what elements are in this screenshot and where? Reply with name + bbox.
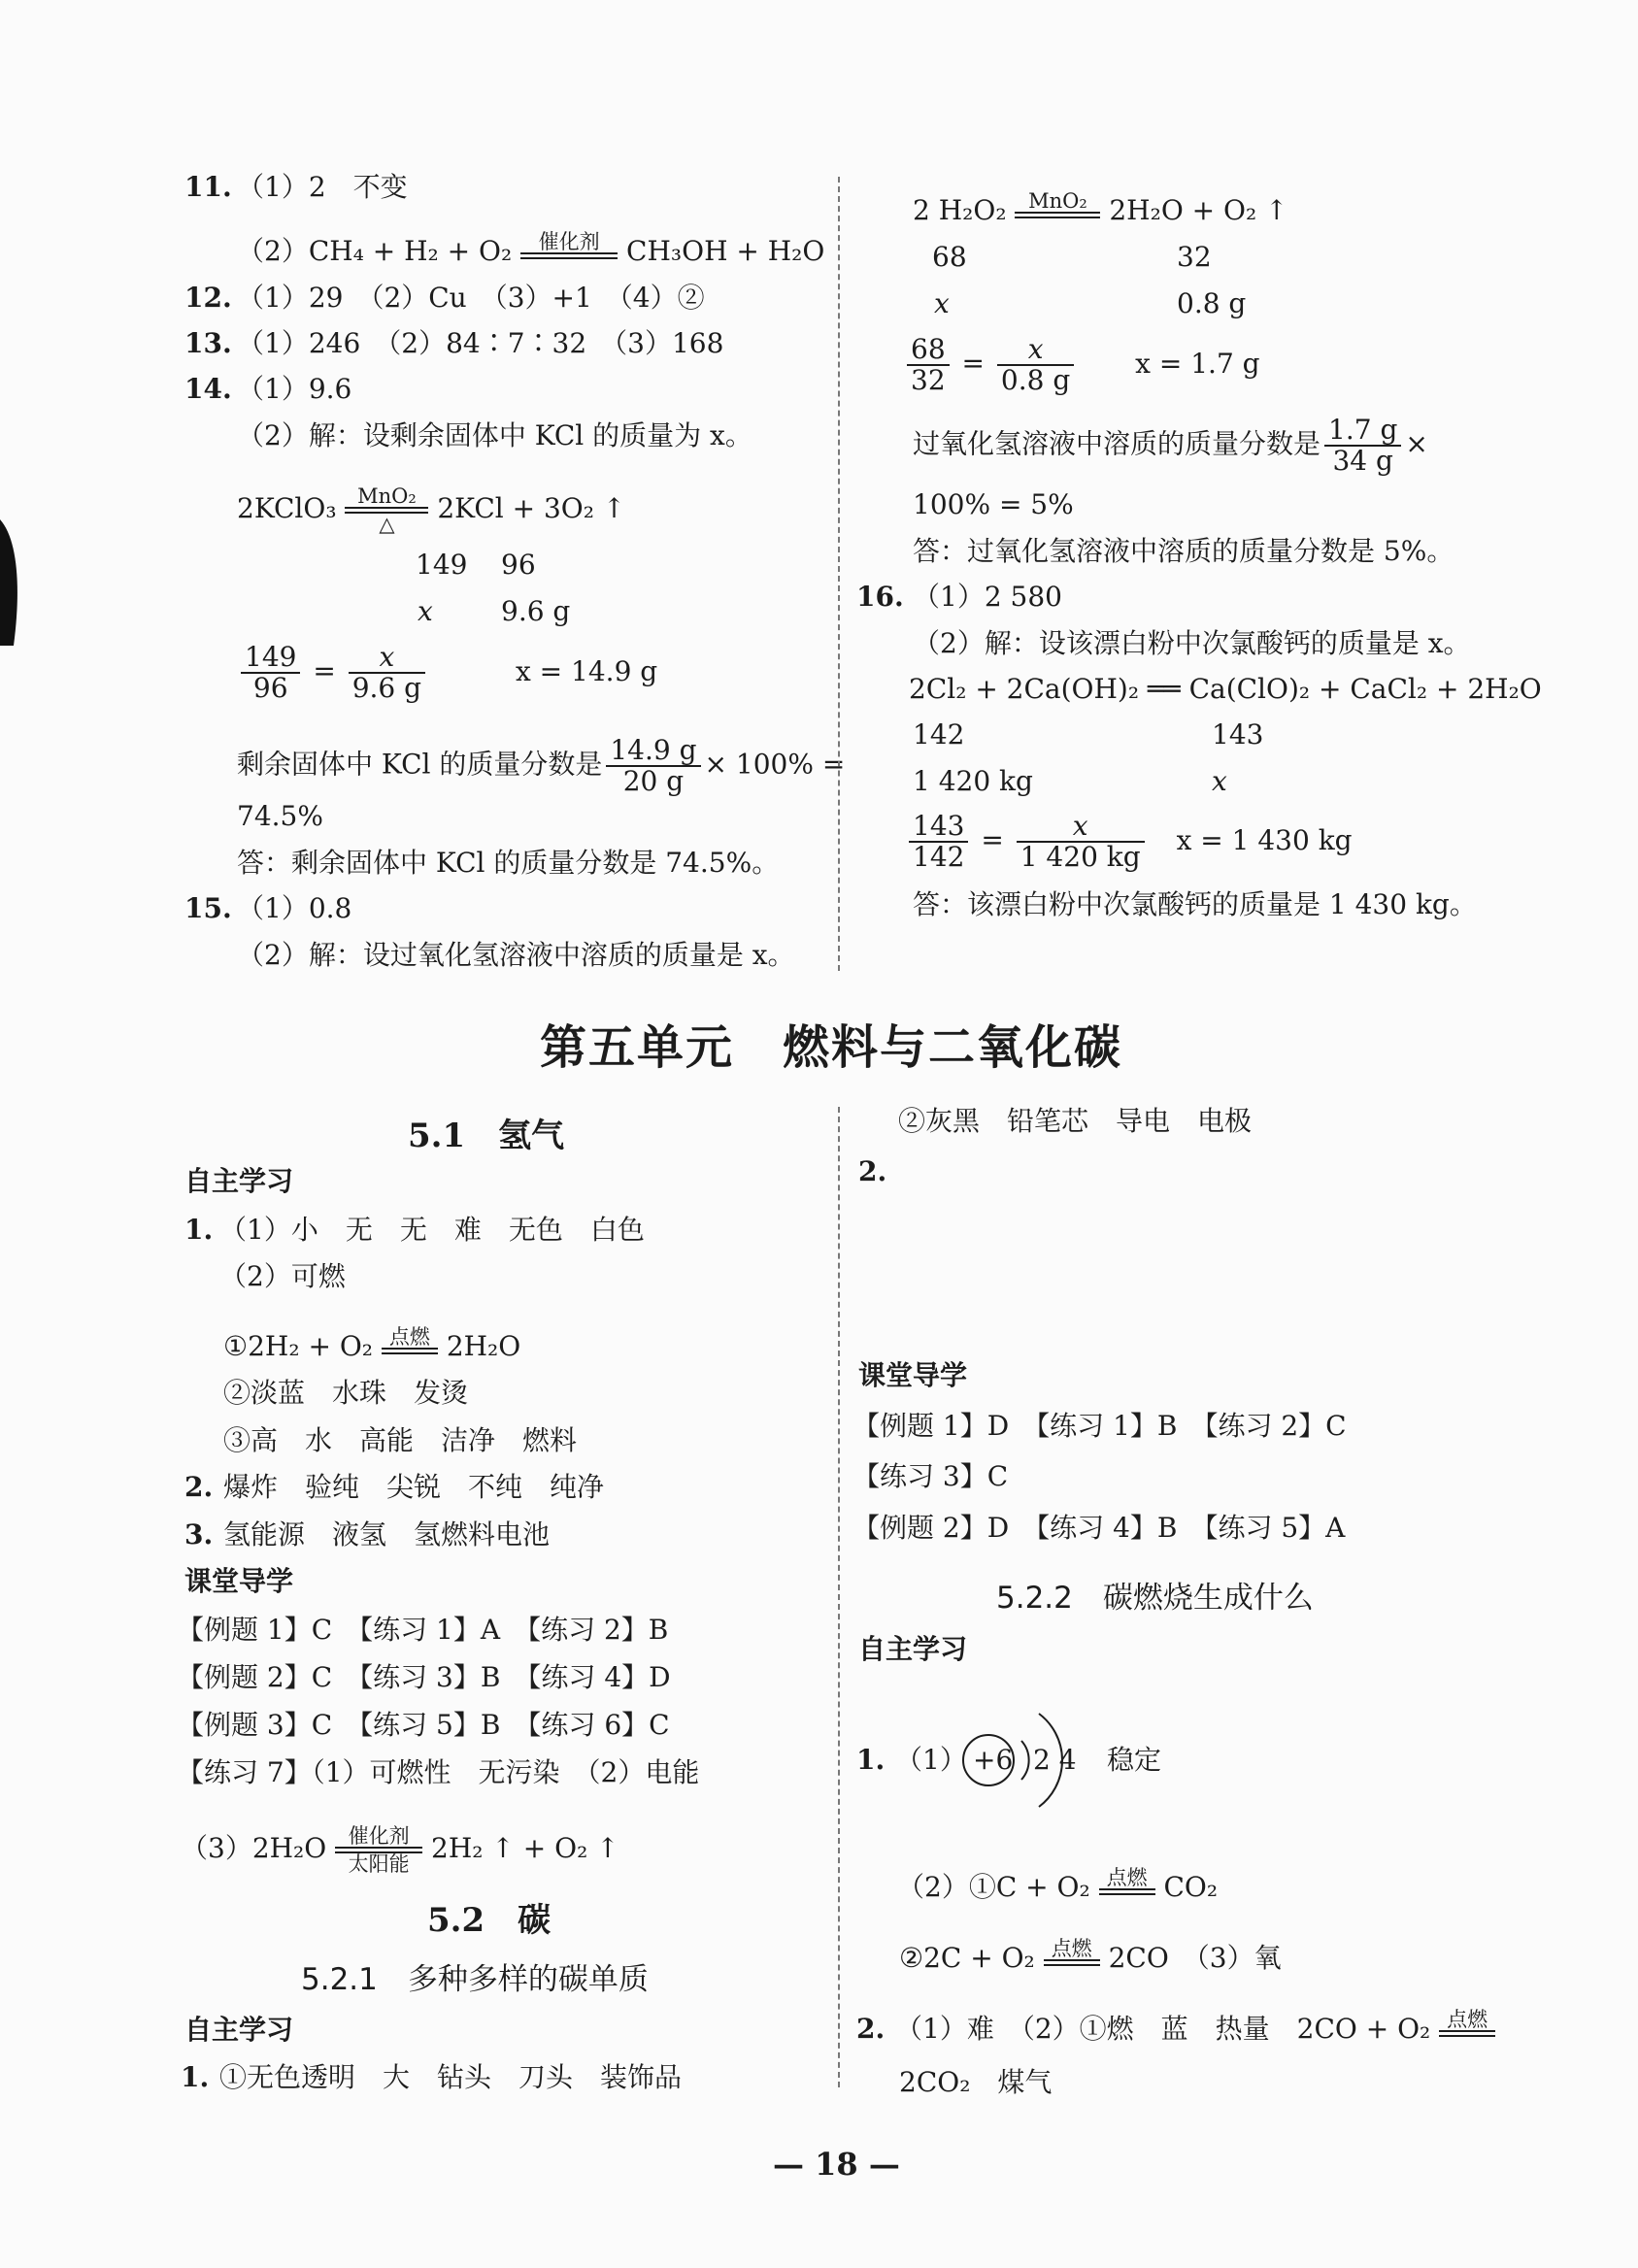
practice7-equation: （3）2H₂O 催化剂 太阳能 2H₂ ↑ + O₂ ↑ — [181, 1824, 619, 1876]
q12-text: （1）29 （2）Cu （3）+1 （4）② — [237, 282, 705, 314]
heading-self-study-2: 自主学习 — [184, 2014, 294, 2046]
answer-row-1: 【例题 1】C 【练习 1】A 【练习 2】B — [177, 1614, 669, 1646]
rq1-lead: （1） — [895, 1744, 967, 1776]
q15-equation: 2 H₂O₂ MnO₂ 2H₂O + O₂ ↑ — [913, 189, 1288, 226]
binding-mark — [0, 519, 21, 646]
q11-number: 11. — [184, 171, 232, 203]
q14-ratio-96: 96 — [501, 549, 536, 581]
q15-part2: （2）解：设过氧化氢溶液中溶质的质量是 x。 — [237, 939, 795, 971]
q1-part4: ③高 水 高能 洁净 燃料 — [223, 1424, 578, 1456]
q14-ratio-mass: 9.6 g — [501, 595, 571, 627]
q16-ratio-x: x — [1212, 765, 1227, 797]
q15-part1: （1）0.8 — [237, 892, 352, 924]
carbon-combustion-equation-2: ②2C + O₂ 点燃 2CO （3）氧 — [899, 1937, 1282, 1974]
q16-answer: 答：该漂白粉中次氯酸钙的质量是 1 430 kg。 — [913, 888, 1477, 920]
r-answer-row-3: 【例题 2】D 【练习 4】B 【练习 5】A — [852, 1512, 1346, 1544]
carbon-graphite-line: ②灰黑 铅笔芯 导电 电极 — [898, 1105, 1253, 1137]
q1-part2: （2）可燃 — [219, 1260, 346, 1292]
q16-part1: （1）2 580 — [913, 581, 1062, 613]
page-number: — 18 — — [773, 2146, 900, 2183]
q16-part2: （2）解：设该漂白粉中次氯酸钙的质量是 x。 — [913, 627, 1471, 659]
unit-title: 第五单元 燃料与二氧化碳 — [540, 1020, 1123, 1075]
q15-ratio-32: 32 — [1177, 241, 1212, 273]
section-5-2-title: 5.2 碳 — [427, 1901, 552, 1940]
section-5-1-title: 5.1 氢气 — [408, 1117, 565, 1155]
r-answer-row-2: 【练习 3】C — [852, 1460, 1009, 1492]
q15-number: 15. — [184, 892, 232, 924]
q13-number: 13. — [184, 327, 232, 359]
rq1-tail: 稳定 — [1107, 1744, 1162, 1776]
q1b-text: ①无色透明 大 钻头 刀头 装饰品 — [219, 2061, 683, 2093]
answer-row-2: 【例题 2】C 【练习 3】B 【练习 4】D — [177, 1661, 671, 1693]
q14-ratio-x: x — [418, 595, 433, 627]
q14-ratio-149: 149 — [416, 549, 468, 581]
q14-number: 14. — [184, 373, 232, 405]
q1b-number: 1. — [181, 2061, 210, 2093]
section-5-2-1-title: 5.2.1 多种多样的碳单质 — [301, 1962, 649, 1997]
q2-number: 2. — [184, 1471, 214, 1503]
q14-part2: （2）解：设剩余固体中 KCl 的质量为 x。 — [237, 419, 752, 451]
q12-number: 12. — [184, 282, 232, 314]
rq2b-text: （1）难 （2）①燃 蓝 热量 2CO + O₂ 点燃 — [895, 2013, 1495, 2046]
q16-ratio-142: 142 — [913, 718, 965, 750]
heading-class-guide: 课堂导学 — [184, 1565, 294, 1597]
r-answer-row-1: 【例题 1】D 【练习 1】B 【练习 2】C — [852, 1410, 1347, 1442]
q1-part3: ②淡蓝 水珠 发烫 — [223, 1377, 469, 1409]
q1-hydrogen-equation: ①2H₂ + O₂ 点燃 2H₂O — [223, 1325, 521, 1362]
nucleus-charge: +6 — [973, 1744, 1014, 1776]
column-divider-bottom — [838, 1107, 840, 2087]
q3-number: 3. — [184, 1518, 214, 1551]
carbon-combustion-equation-1: （2）①C + O₂ 点燃 CO₂ — [897, 1866, 1219, 1903]
q15-ratio-x: x — [934, 287, 950, 319]
q16-ratio-mass: 1 420 kg — [913, 765, 1033, 797]
q15-answer: 答：过氧化氢溶液中溶质的质量分数是 5%。 — [913, 535, 1454, 567]
q1-number: 1. — [184, 1214, 214, 1246]
rq2b-number: 2. — [856, 2013, 886, 2045]
q14-percent: 74.5% — [237, 800, 323, 832]
heading-class-guide-2: 课堂导学 — [858, 1359, 968, 1391]
rq1-number: 1. — [856, 1744, 886, 1776]
q11-part1: （1）2 不变 — [237, 171, 408, 203]
q15-ratio-mass: 0.8 g — [1177, 287, 1247, 319]
q14-answer: 答：剩余固体中 KCl 的质量分数是 74.5%。 — [237, 847, 780, 879]
rq2b-line2: 2CO₂ 煤气 — [899, 2066, 1053, 2098]
q16-ratio-143: 143 — [1212, 718, 1264, 750]
column-divider-top — [838, 177, 840, 971]
q1-part1: （1）小 无 无 难 无色 白色 — [219, 1214, 645, 1246]
q14-fraction-line: 剩余固体中 KCl 的质量分数是 $\frac{14.9 g}{20 g}$ × 100% = — [237, 734, 846, 797]
q16-equation: 2Cl₂ + 2Ca(OH)₂ ══ Ca(ClO)₂ + CaCl₂ + 2H₂O — [909, 673, 1542, 705]
q15-percent: 100% = 5% — [913, 488, 1074, 520]
heading-self-study: 自主学习 — [184, 1165, 294, 1197]
q3-text: 氢能源 液氢 氢燃料电池 — [223, 1518, 551, 1551]
q16-proportion: $\frac{143}{142}$ = $\frac{x}{1 420 kg}$ x = 1 430 kg — [905, 812, 1353, 872]
section-5-2-2-title: 5.2.2 碳燃烧生成什么 — [996, 1581, 1314, 1616]
q2-text: 爆炸 验纯 尖锐 不纯 纯净 — [223, 1471, 605, 1503]
q15-ratio-68: 68 — [932, 241, 967, 273]
q15-proportion: $\frac{68}{32}$ = $\frac{x}{0.8 g}$ x = 1.7 g — [903, 335, 1260, 395]
q14-part1: （1）9.6 — [237, 373, 352, 405]
q14-proportion: $\frac{149}{96}$ = $\frac{x}{9.6 g}$ x = 14.9 g — [237, 643, 657, 703]
rq2-number: 2. — [858, 1155, 887, 1187]
q16-number: 16. — [856, 581, 904, 613]
electron-shells: 2 4 — [1033, 1744, 1077, 1776]
q14-equation: 2KClO₃ MnO₂ △ 2KCl + 3O₂ ↑ — [237, 484, 626, 536]
q15-fraction-line: 过氧化氢溶液中溶质的质量分数是 $\frac{1.7 g}{34 g}$ × — [913, 414, 1428, 477]
answer-row-4: 【练习 7】（1）可燃性 无污染 （2）电能 — [177, 1756, 700, 1788]
answer-row-3: 【例题 3】C 【练习 5】B 【练习 6】C — [177, 1709, 670, 1741]
q11-part2-equation: （2）CH₄ + H₂ + O₂ 催化剂 CH₃OH + H₂O — [237, 230, 825, 267]
heading-self-study-3: 自主学习 — [858, 1633, 968, 1665]
q13-text: （1）246 （2）84∶7∶32 （3）168 — [237, 327, 724, 359]
